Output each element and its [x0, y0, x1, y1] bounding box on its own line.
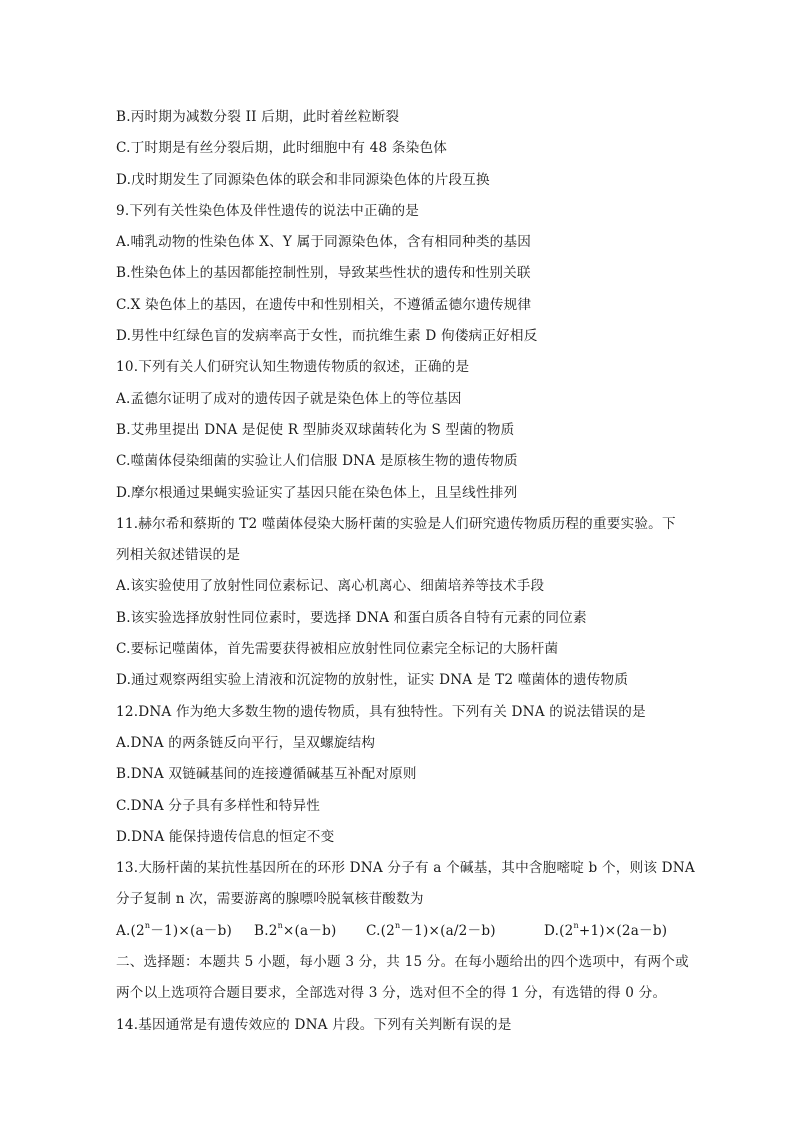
option-line: A.孟德尔证明了成对的遗传因子就是染色体上的等位基因 [116, 390, 462, 407]
option-line: D.DNA 能保持遗传信息的恒定不变 [116, 828, 335, 845]
question-10: 10.下列有关人们研究认知生物遗传物质的叙述，正确的是 [116, 359, 470, 376]
text-line: C.丁时期是有丝分裂后期，此时细胞中有 48 条染色体 [116, 140, 448, 157]
text-line: B.丙时期为减数分裂 II 后期，此时着丝粒断裂 [116, 109, 400, 125]
question-11-cont: 列相关叙述错误的是 [116, 547, 241, 564]
question-13-options [116, 916, 696, 947]
option-a: $A.(2^n-1)\times(a-b)$ [116, 921, 232, 939]
option-line: A.该实验使用了放射性同位素标记、离心机离心、细菌培养等技术手段 [116, 578, 545, 595]
option-line: B.性染色体上的基因都能控制性别，导致某些性状的遗传和性别关联 [116, 265, 531, 282]
option-line: B.DNA 双链碱基间的连接遵循碱基互补配对原则 [116, 766, 417, 783]
question-13-cont: 分子复制 n 次，需要游离的腺嘌呤脱氧核苷酸数为 [116, 891, 424, 908]
option-line: A.DNA 的两条链反向平行，呈双螺旋结构 [116, 734, 376, 751]
option-line: C.DNA 分子具有多样性和特异性 [116, 797, 321, 814]
question-14: 14.基因通常是有遗传效应的 DNA 片段。下列有关判断有误的是 [116, 1016, 512, 1033]
option-line: D.男性中红绿色盲的发病率高于女性，而抗维生素 D 佝偻病正好相反 [116, 328, 538, 345]
option-line: B.该实验选择放射性同位素时，要选择 DNA 和蛋白质各自特有元素的同位素 [116, 609, 587, 626]
question-11: 11.赫尔希和蔡斯的 T2 噬菌体侵染大肠杆菌的实验是人们研究遗传物质历程的重要实验。下 [116, 515, 676, 532]
section-2-heading-cont: 两个以上选项符合题目要求，全部选对得 3 分，选对但不全的得 1 分，有选错的得 0 分。 [116, 985, 667, 1002]
section-2-heading: 二、选择题：本题共 5 小题，每小题 3 分，共 15 分。在每小题给出的四个选项中，有两个或 [116, 954, 689, 971]
question-12: 12.DNA 作为绝大多数生物的遗传物质，具有独特性。下列有关 DNA 的说法错误的是 [116, 703, 646, 720]
option-b: $B.2^n\times(a-b)$ [254, 921, 337, 939]
option-c: $C.(2^n-1)\times(a/2-b)$ [366, 921, 496, 939]
option-line: C.要标记噬菌体，首先需要获得被相应放射性同位素完全标记的大肠杆菌 [116, 641, 559, 658]
option-line: D.摩尔根通过果蝇实验证实了基因只能在染色体上，且呈线性排列 [116, 484, 518, 501]
option-line: C.噬菌体侵染细菌的实验让人们信服 DNA 是原核生物的遗传物质 [116, 453, 518, 470]
option-d: $D.(2^n+1)\times(2a-b)$ [544, 921, 668, 939]
option-line: D.通过观察两组实验上清液和沉淀物的放射性，证实 DNA 是 T2 噬菌体的遗传物质 [116, 672, 629, 689]
option-line: C.X 染色体上的基因，在遗传中和性别相关，不遵循孟德尔遗传规律 [116, 296, 532, 313]
option-line: B.艾弗里提出 DNA 是促使 R 型肺炎双球菌转化为 S 型菌的物质 [116, 421, 515, 438]
page-content [116, 102, 696, 1041]
text-line: D.戊时期发生了同源染色体的联会和非同源染色体的片段互换 [116, 171, 490, 188]
option-line: A.哺乳动物的性染色体 X、Y 属于同源染色体，含有相同种类的基因 [116, 234, 532, 251]
question-13: 13.大肠杆菌的某抗性基因所在的环形 DNA 分子有 a 个碱基，其中含胞嘧啶 b 个，则该 DNA [116, 860, 695, 877]
question-9: 9.下列有关性染色体及伴性遗传的说法中正确的是 [116, 202, 420, 219]
